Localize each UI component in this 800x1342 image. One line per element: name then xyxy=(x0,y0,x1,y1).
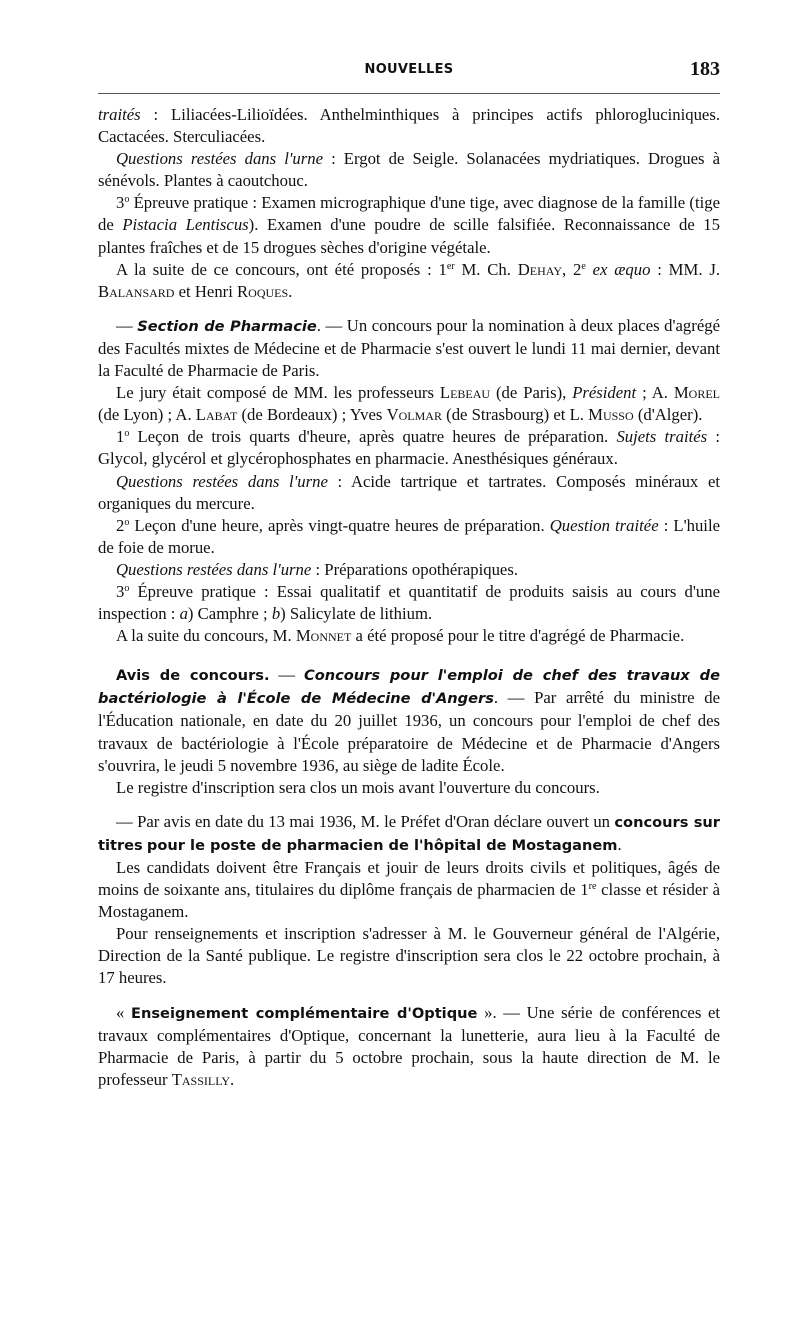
paragraph: — Section de Pharmacie. — Un concours pour la nomination à deux places d'agrégé des Facultés mixtes de Médecine et de Pharmacie s'est ouvert le lundi 11 mai dernier, devant la Faculté de Pharmacie de Paris. xyxy=(98,315,720,381)
paragraph: Le jury était composé de MM. les professeurs Lebeau (de Paris), Président ; A. Morel (de Lyon) ; A. Labat (de Bordeaux) ; Yves Volmar (de Strasbourg) et L. Musso (d'Alger). xyxy=(98,383,720,425)
paragraph: Pour renseignements et inscription s'adresser à M. le Gouverneur général de l'Algérie, Direction de la Santé publique. Le registre d'inscription sera clos le 22 octobre prochain, à 17 heures. xyxy=(98,924,720,988)
paragraph: 2$^o$ Leçon d'une heure, après vingt-quatre heures de préparation. Question traitée : L'huile de foie de morue. xyxy=(98,515,720,557)
section-heading: Enseignement complémentaire d'Optique xyxy=(131,1004,478,1022)
paragraph: traités : Liliacées-Lilioïdées. Anthelminthiques à principes actifs phlorogluciniques. Cactacées. Sterculiacées. xyxy=(98,105,720,147)
paragraph: Questions restées dans l'urne : Acide tartrique et tartrates. Composés minéraux et organiques du mercure. xyxy=(98,471,720,513)
paragraph: « Enseignement complémentaire d'Optique ». — Une série de conférences et travaux complémentaires d'Optique, concernant la lunetterie, aura lieu à la Faculté de Pharmacie de Paris, à partir du 5 octobre prochain, sous la haute direction de M. le professeur Tassilly. xyxy=(98,1002,721,1089)
section-heading: Avis de concours. xyxy=(116,667,270,685)
paragraph: 1$^o$ Leçon de trois quarts d'heure, après quatre heures de préparation. Sujets traités : Glycol, glycérol et glycérophosphates en pharmacie. Anesthésiques généraux. xyxy=(98,427,720,469)
header-rule xyxy=(98,93,720,94)
paragraph: 3$^o$ Épreuve pratique : Essai qualitatif et quantitatif de produits saisis au cours d'une inspection : a) Camphre ; b) Salicylate de lithium. xyxy=(98,581,720,624)
paragraph: A la suite du concours, M. Monnet a été proposé pour le titre d'agrégé de Pharmacie. xyxy=(116,626,685,646)
section-heading: Section de Pharmacie xyxy=(137,317,317,335)
paragraph: Les candidats doivent être Français et jouir de leurs droits civils et politiques, âgés de moins de soixante ans, titulaires du diplôme français de pharmacien de 1re classe et résider à Mostaganem. xyxy=(98,858,720,922)
page-header xyxy=(98,58,720,84)
paragraph: Questions restées dans l'urne : Ergot de Seigle. Solanacées mydriatiques. Drogues à sénévols. Plantes à caoutchouc. xyxy=(98,149,721,191)
paragraph: A la suite de ce concours, ont été proposés : 1er M. Ch. Dehay, 2e ex æquo : MM. J. Balansard et Henri Roques. xyxy=(98,259,721,301)
paragraph: Le registre d'inscription sera clos un mois avant l'ouverture du concours. xyxy=(116,777,600,797)
page-body xyxy=(98,104,720,1091)
paragraph: 3$^o$ Épreuve pratique : Examen micrographique d'une tige, avec diagnose de la famille (tige de Pistacia Lentiscus). Examen d'une poudre de scille falsifiée. Reconnaissance de 15 plantes fraîches et de 15 drogues sèches d'origine végétale. xyxy=(98,193,720,257)
running-title: NOUVELLES xyxy=(364,62,454,77)
paragraph: — Par avis en date du 13 mai 1936, M. le Préfet d'Oran déclare ouvert un concours sur titres pour le poste de pharmacien de l'hôpital de Mostaganem. xyxy=(98,811,720,854)
paragraph: Avis de concours. — Concours pour l'emploi de chef des travaux de bactériologie à l'École de Médecine d'Angers. — Par arrêté du ministre de l'Éducation nationale, en date du 20 juillet 1936, un concours pour l'emploi de chef des travaux de bactériologie à l'École préparatoire de Médecine et de Pharmacie d'Angers s'ouvrira, le jeudi 5 novembre 1936, au siège de ladite École. xyxy=(98,665,720,775)
paragraph: Questions restées dans l'urne : Préparations opothérapiques. xyxy=(116,559,518,579)
page-number: 183 xyxy=(690,58,720,80)
